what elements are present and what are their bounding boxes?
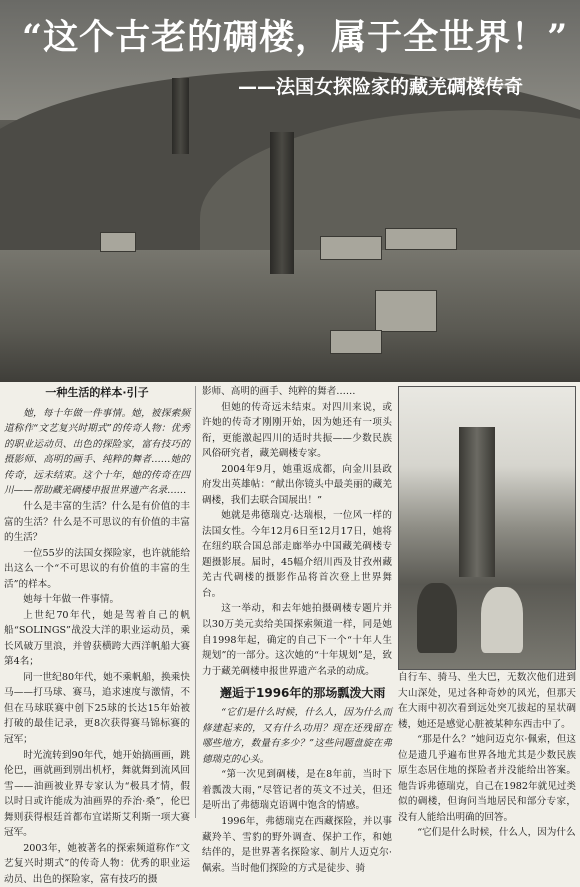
- intro-paragraph: 她，每十年做一件事情。她，被探索频道称作“文艺复兴时期式”的传奇人物：优秀的职业运动员、出色的探险家，富有技巧的摄影师、高明的画手、纯粹的舞者……她的传奇，远未结束。这个十年，她的传奇在四川——帮助藏羌碉楼申报世界遗产名录……: [4, 407, 190, 497]
- page-title: “这个古老的碉楼，属于全世界！”: [22, 17, 569, 58]
- section-heading: 一种生活的样本·引子: [45, 386, 149, 399]
- paragraph: 时光流转到90年代，她开始搞画画，跳伦巴，画就画到别出机杼，舞就舞到流风回雪——油画被业界专家认为“极具才情，假以时日或许能成为油画界的乔治·桑”，伦巴舞则获得根廷首都布宜诺斯艾利斯一项大赛冠军。: [4, 749, 190, 839]
- article-column-2: [202, 384, 392, 876]
- hero-photo: [0, 0, 580, 382]
- paragraph: 2003年，她被著名的探索频道称作“文艺复兴时期式”的传奇人物：优秀的职业运动员、出色的探险家，富有技巧的摄: [4, 842, 190, 885]
- village-house: [385, 228, 457, 250]
- person: [417, 583, 457, 653]
- village-house: [320, 236, 382, 260]
- paragraph: 她每十年做一件事情。: [23, 594, 120, 606]
- paragraph: 影师、高明的画手、纯粹的舞者……: [202, 386, 356, 397]
- pull-quote: “它们是什么时候，什么人，因为什么而修建起来的，又有什么功用？现在还残留在哪些地方，数量有多少？”这些问题盘旋在弗德瑞克的心头。: [202, 707, 392, 765]
- paragraph: 这一举动，和去年她拍摄碉楼专题片并以30万美元卖给美国探索频道一样，同是她自1998年起，确定的自己下一个“十年人生规划”的一部分。这次她的“十年规划”是，致力于藏羌碉楼申报世界遗产名录的动成。: [202, 603, 392, 677]
- person: [481, 587, 523, 653]
- article-column-1: [4, 384, 190, 887]
- column-divider: [195, 386, 196, 818]
- paragraph: “第一次见到碉楼，是在8年前，当时下着瓢泼大雨，”尽管记者的英文不过关，但还是听出了弗德瑞克语调中饱含的情感。: [202, 769, 392, 812]
- paragraph: 1996年，弗德瑞克在西藏探险，并以事藏羚羊、雪豹的野外调查、保护工作，和她结伴的，是世界著名探险家、制片人迈克尔·佩索。当时他们探险的方式是徒步、骑: [202, 816, 392, 874]
- paragraph: 上世纪70年代，她是驾着自己的帆船“SOLINGS”战没大洋的职业运动员，乘长风破万里浪，并曾获横跨大西洋帆船大赛第4名；: [4, 609, 190, 668]
- paragraph: 同一世纪80年代，她不乘帆船，换乘快马——打马球、赛马，追求速度与激情，不但在马球联赛中创下25球的长达15年始被打破的最佳记录，更8次获得赛马锦标赛的冠军；: [4, 671, 190, 745]
- section-heading: 邂逅于1996年的那场瓢泼大雨: [220, 686, 386, 701]
- paragraph: 2004年9月，她重返成都，向金川县政府发出英雄帖：“献出你镜头中最美丽的藏羌碉楼，我们去联合国展出！”: [202, 463, 392, 506]
- paragraph: 她就是弗德瑞克·达瑞根，一位风一样的法国女性。今年12月6日至12月17日，她将在纽约联合国总部走廊举办中国藏羌碉楼专题摄影展。届时，45幅介绍川西及甘孜州藏羌古代碉楼的摄影作品将首次登上世界舞台。: [202, 510, 392, 599]
- article-column-3: [398, 670, 576, 841]
- page-subtitle: ——法国女探险家的藏羌碉楼传奇: [238, 76, 524, 98]
- tower-photo: [398, 386, 576, 670]
- watchtower: [270, 132, 294, 274]
- paragraph: 什么是丰富的生活？什么是有价值的丰富的生活？什么是不可思议的有价值的丰富的生活？: [4, 501, 190, 544]
- village-house: [330, 330, 382, 354]
- watchtower: [459, 427, 495, 577]
- paragraph: “它们是什么时候，什么人，因为什么: [417, 827, 576, 839]
- paragraph: “那是什么？”她问迈克尔·佩索，但这位是遗几乎遍布世界各地尤其是少数民族原生态居住地的探险者并没能给出答案。他告诉弗德瑞克，自己在1982年就见过类似的碉楼，但询问当地居民和部分专家，没有人能给出明确的回答。: [398, 734, 576, 823]
- paragraph: 自行车、骑马、坐大巴，无数次他们进到大山深处，见过各种奇妙的风光，但那天在大雨中初次看到远处突兀拔起的星状碉楼，她还是感觉心脏被某种东西击中了。: [398, 672, 576, 730]
- village-house: [375, 290, 437, 332]
- paragraph: 一位55岁的法国女探险家，也许就能给出这么一个“不可思议的有价值的丰富的生活”的样本。: [4, 547, 190, 590]
- village-house: [100, 232, 136, 252]
- watchtower: [172, 78, 189, 154]
- paragraph: 但她的传奇远未结束。对四川来说，或许她的传奇才刚刚开始，因为她还有一项头衔，更能激起四川的适时共振——少数民族风俗研究者，藏羌碉楼专家。: [202, 401, 392, 460]
